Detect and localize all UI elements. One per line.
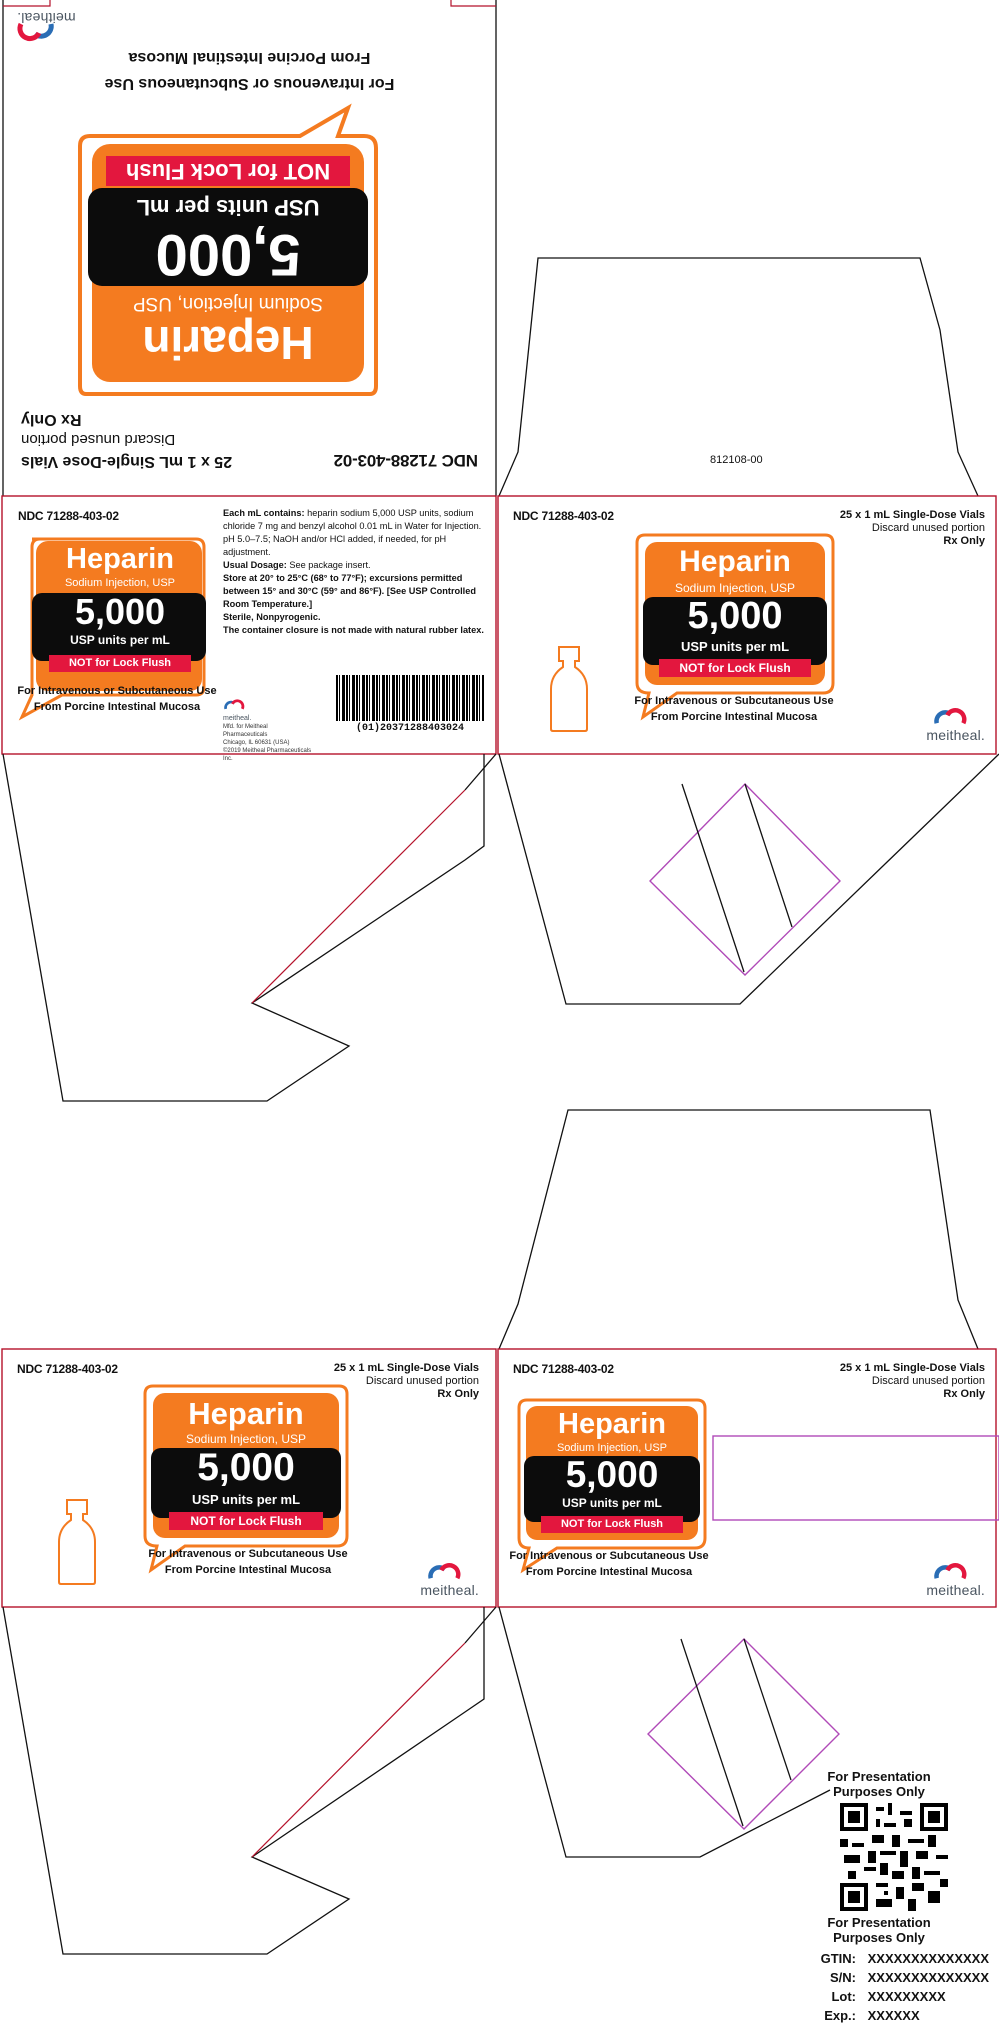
discard-text: Discard unused portion — [365, 1375, 479, 1387]
use-text — [11, 683, 223, 715]
gtin-row: GTIN: XXXXXXXXXXXXXX — [820, 1951, 990, 1966]
lock-flush-warning: NOT for Lock Flush — [106, 156, 350, 186]
mfr-line-2: Chicago, IL 60631 (USA) — [223, 740, 290, 746]
sterile-text: Sterile, Nonpyrogenic. — [223, 612, 321, 622]
vial-icon — [55, 1498, 99, 1586]
sn-value: XXXXXXXXXXXXXX — [867, 1970, 990, 1985]
product-bubble — [517, 1398, 707, 1566]
lock-flush-warning: NOT for Lock Flush — [49, 655, 191, 672]
mfr-line-3: ©2019 Meitheal Pharmaceuticals Inc. — [223, 748, 312, 762]
vial-count: 25 x 1 mL Single-Dose Vials — [839, 509, 985, 521]
contents-info — [223, 507, 485, 637]
front-panel-upper — [499, 497, 995, 753]
product-bubble — [635, 533, 835, 713]
dose-units: USP units per mL — [191, 1492, 301, 1507]
rx-only: Rx Only — [943, 535, 985, 547]
dose-value: 5,000 — [74, 591, 166, 632]
lot-row: Lot: XXXXXXXXX — [831, 1989, 946, 2004]
meitheal-logo — [399, 1564, 479, 1598]
info-side-panel — [3, 497, 495, 762]
meitheal-logo — [905, 1564, 985, 1598]
use-text — [3, 44, 496, 96]
use-line-2: From Porcine Intestinal Mucosa — [128, 49, 371, 66]
product-bubble — [143, 1384, 349, 1566]
ndc-code: NDC 71288-403-02 — [17, 1362, 118, 1376]
lock-flush-warning: NOT for Lock Flush — [169, 1512, 323, 1530]
front-panel-lower-right — [499, 1350, 995, 1606]
discard-text: Discard unused portion — [871, 522, 985, 534]
company-name: meitheal. — [17, 10, 76, 26]
product-subtitle: Sodium Injection, USP — [64, 577, 176, 589]
use-text — [133, 1546, 363, 1578]
top-flap-panel — [3, 0, 496, 496]
vial-info — [840, 1362, 985, 1401]
vial-count: 25 x 1 mL Single-Dose Vials — [839, 1362, 985, 1374]
storage-text: Store at 20° to 25°C (68° to 77°F); excursions permitted between 15° and 30°C (59° and 86°F). [See USP Controlled Room Temperature.] — [223, 573, 476, 609]
product-subtitle: Sodium Injection, USP — [185, 1432, 307, 1446]
dose-value: 5,000 — [155, 222, 301, 287]
presentation-note-top: For Presentation Purposes Only — [827, 1769, 931, 1799]
meitheal-logo — [905, 709, 985, 743]
ndc-code: NDC 71288-403-02 — [333, 451, 478, 470]
lock-flush-warning: NOT for Lock Flush — [541, 1516, 683, 1533]
rx-only: Rx Only — [943, 1388, 985, 1400]
rx-only: Rx Only — [437, 1388, 479, 1400]
use-line-1: For Intravenous or Subcutaneous Use — [104, 75, 395, 92]
product-name: Heparin — [142, 317, 314, 369]
use-text — [499, 1548, 719, 1580]
meitheal-mark-icon — [933, 709, 967, 725]
dose-units: USP units per mL — [70, 633, 170, 647]
contains-label: Each mL contains: — [223, 508, 305, 518]
product-subtitle: Sodium Injection, USP — [674, 581, 796, 595]
vial-info — [334, 1362, 479, 1401]
dosage-text: See package insert. — [289, 560, 371, 570]
company-name: meitheal. — [223, 715, 252, 722]
exp-row: Exp.: XXXXXX — [824, 2008, 920, 2023]
barcode-number: (01)20371288403024 — [355, 723, 465, 734]
presentation-block — [800, 1765, 999, 2030]
product-name: Heparin — [66, 543, 174, 575]
vial-count: 25 x 1 mL Single-Dose Vials — [333, 1362, 479, 1374]
mfr-line-1: Mfd. for Meitheal Pharmaceuticals — [223, 724, 268, 738]
use-line-1: For Intravenous or Subcutaneous Use — [17, 685, 217, 697]
front-panel-lower-left — [3, 1350, 495, 1606]
dose-value: 5,000 — [565, 1454, 659, 1495]
qr-code-icon — [840, 1803, 948, 1911]
ndc-code: NDC 71288-403-02 — [18, 509, 119, 523]
vial-count: 25 x 1 mL Single-Dose Vials — [21, 453, 233, 470]
use-line-1: For Intravenous or Subcutaneous Use — [509, 1550, 709, 1562]
use-line-1: For Intravenous or Subcutaneous Use — [148, 1548, 348, 1560]
exp-value: XXXXXX — [867, 2008, 920, 2023]
item-code: 812108-00 — [710, 454, 763, 466]
product-name: Heparin — [679, 545, 791, 578]
product-name: Heparin — [188, 1396, 304, 1431]
use-text — [619, 693, 849, 725]
use-line-1: For Intravenous or Subcutaneous Use — [634, 695, 834, 707]
dose-value: 5,000 — [687, 595, 783, 637]
product-subtitle: Sodium Injection, USP — [556, 1442, 668, 1454]
company-name: meitheal. — [926, 1582, 985, 1598]
discard-text: Discard unused portion — [21, 431, 176, 448]
dose-units: USP units per mL — [680, 639, 790, 654]
closure-text: The container closure is not made with natural rubber latex. — [223, 625, 484, 635]
use-line-2: From Porcine Intestinal Mucosa — [33, 701, 201, 713]
product-subtitle: Sodium Injection, USP — [132, 293, 324, 314]
meitheal-mark-icon — [933, 1564, 967, 1580]
contains-text: heparin sodium 5,000 USP units, sodium chloride 7 mg and benzyl alcohol 0.01 mL in Water for Injection. pH 5.0–7.5; NaOH and/or HCl added, if needed, for pH adjustment. — [223, 508, 482, 557]
dose-units: USP units per mL — [562, 1496, 662, 1510]
ndc-code: NDC 71288-403-02 — [513, 1362, 614, 1376]
barcode — [336, 675, 484, 721]
dose-units: USP units per mL — [136, 195, 320, 220]
use-line-2: From Porcine Intestinal Mucosa — [164, 1564, 332, 1576]
serial-codes — [800, 1949, 999, 2025]
meitheal-logo — [17, 10, 97, 40]
manufacturer-block — [223, 697, 313, 763]
gtin-value: XXXXXXXXXXXXXX — [867, 1951, 990, 1966]
product-name: Heparin — [558, 1408, 666, 1440]
sn-row: S/N: XXXXXXXXXXXXXX — [830, 1970, 990, 1985]
meitheal-mark-icon — [427, 1564, 461, 1580]
discard-text: Discard unused portion — [871, 1375, 985, 1387]
vial-info — [840, 509, 985, 548]
company-name: meitheal. — [926, 727, 985, 743]
product-bubble — [78, 112, 378, 396]
meitheal-mark-icon — [223, 700, 245, 710]
ndc-code: NDC 71288-403-02 — [513, 509, 614, 523]
lock-flush-warning: NOT for Lock Flush — [659, 659, 811, 677]
use-line-2: From Porcine Intestinal Mucosa — [650, 711, 818, 723]
company-name: meitheal. — [420, 1582, 479, 1598]
vial-icon — [547, 645, 591, 733]
presentation-note-bottom: For Presentation Purposes Only — [827, 1915, 931, 1945]
dosage-label: Usual Dosage: — [223, 560, 287, 570]
use-line-2: From Porcine Intestinal Mucosa — [525, 1566, 693, 1578]
lot-value: XXXXXXXXX — [867, 1989, 946, 2004]
dose-value: 5,000 — [197, 1446, 295, 1489]
rx-only: Rx Only — [21, 411, 82, 428]
